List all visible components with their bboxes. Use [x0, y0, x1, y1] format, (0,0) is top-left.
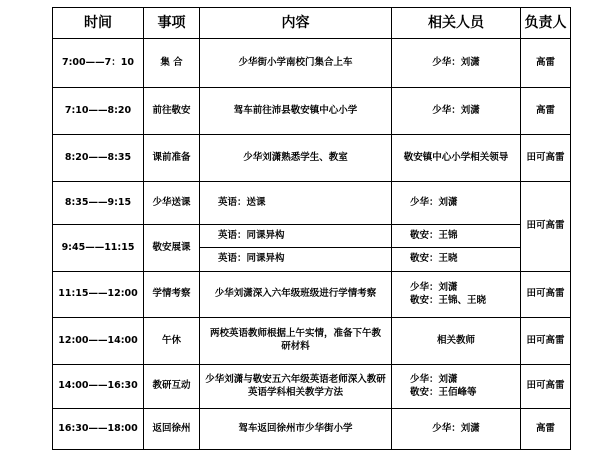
item-cell: 午休	[144, 318, 200, 365]
time-cell: 16:30——18:00	[53, 409, 144, 450]
header-row	[53, 8, 571, 39]
content-cell: 英语：同课异构	[200, 225, 392, 248]
item-cell: 教研互动	[144, 365, 200, 409]
lead-cell: 田可高雷	[521, 272, 571, 318]
time-cell: 8:35——9:15	[53, 182, 144, 225]
lead-cell: 田可高雷	[521, 365, 571, 409]
people-cell: 敬安：王锦	[392, 225, 521, 248]
people-cell: 少华：刘潇	[392, 88, 521, 135]
time-cell: 7:00——7：10	[53, 39, 144, 88]
table-row	[53, 225, 571, 248]
content-cell: 英语：送课	[200, 182, 392, 225]
table-row	[53, 39, 571, 88]
content-cell: 少华刘潇深入六年级班级进行学情考察	[200, 272, 392, 318]
people-cell: 相关教师	[392, 318, 521, 365]
header-people: 相关人员	[392, 8, 521, 39]
table-row	[53, 135, 571, 182]
people-cell: 敬安：王晓	[392, 248, 521, 272]
time-cell: 7:10——8:20	[53, 88, 144, 135]
table-row	[53, 88, 571, 135]
item-cell: 少华送课	[144, 182, 200, 225]
lead-cell: 高雷	[521, 39, 571, 88]
item-cell: 课前准备	[144, 135, 200, 182]
people-cell: 少华：刘潇	[392, 409, 521, 450]
people-line: 少华：刘潇	[410, 281, 458, 293]
content-cell: 驾车前往沛县敬安镇中心小学	[200, 88, 392, 135]
people-cell: 敬安镇中心小学相关领导	[392, 135, 521, 182]
content-cell: 少华街小学南校门集合上车	[200, 39, 392, 88]
lead-cell: 田可高雷	[521, 318, 571, 365]
content-cell: 少华刘潇熟悉学生、教室	[200, 135, 392, 182]
people-line: 敬安：王佰峰等	[410, 386, 477, 398]
content-cell: 驾车返回徐州市少华街小学	[200, 409, 392, 450]
table-row	[53, 272, 571, 318]
table-row	[53, 182, 571, 225]
time-cell: 9:45——11:15	[53, 225, 144, 272]
item-cell: 前往敬安	[144, 88, 200, 135]
people-cell	[392, 272, 521, 318]
item-cell: 敬安展课	[144, 225, 200, 272]
header-time: 时间	[53, 8, 144, 39]
table-row	[53, 318, 571, 365]
lead-cell: 田可高雷	[521, 182, 571, 272]
people-cell: 少华：刘潇	[392, 39, 521, 88]
table-row	[53, 365, 571, 409]
lead-cell: 高雷	[521, 88, 571, 135]
content-cell: 英语：同课异构	[200, 248, 392, 272]
people-line: 敬安：王锦、王晓	[410, 294, 487, 306]
time-cell: 14:00——16:30	[53, 365, 144, 409]
time-cell: 11:15——12:00	[53, 272, 144, 318]
lead-cell: 田可高雷	[521, 135, 571, 182]
item-cell: 返回徐州	[144, 409, 200, 450]
item-cell: 学情考察	[144, 272, 200, 318]
content-cell: 两校英语教师根据上午实情，准备下午教研材料	[200, 318, 392, 365]
header-lead: 负责人	[521, 8, 571, 39]
item-cell: 集 合	[144, 39, 200, 88]
people-cell	[392, 365, 521, 409]
schedule-table	[52, 7, 571, 450]
content-cell: 少华刘潇与敬安五六年级英语老师深入教研英语学科相关教学方法	[200, 365, 392, 409]
lead-cell: 高雷	[521, 409, 571, 450]
time-cell: 12:00——14:00	[53, 318, 144, 365]
time-cell: 8:20——8:35	[53, 135, 144, 182]
people-line: 少华：刘潇	[410, 373, 458, 385]
header-content: 内容	[200, 8, 392, 39]
table-row	[53, 409, 571, 450]
people-cell: 少华：刘潇	[392, 182, 521, 225]
header-item: 事项	[144, 8, 200, 39]
